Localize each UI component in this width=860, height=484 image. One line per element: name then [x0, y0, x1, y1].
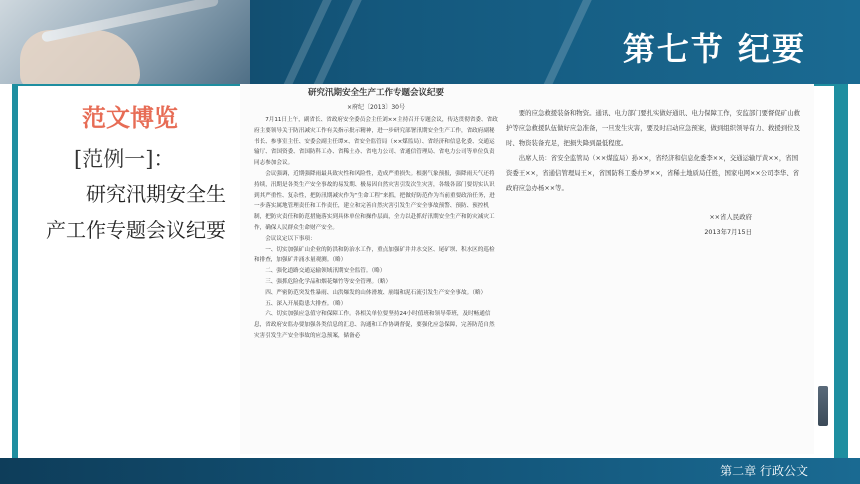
footer-bar: [0, 458, 860, 484]
doc-paragraph: 四、严密防范突发性暴雨、山洪爆发的山体滑坡、崩塌和泥石流引发生产安全事故。（略）: [265, 289, 487, 296]
doc-paragraph: 出席人员：省安全监管局（××煤监局）孙××，省经济和信息化委李××，交通运输厅黄××，省国资委王××，省通信管理局王×，省国防科工委办罗××，省稀土地质局任胜，国家电网××公司李华、省政府应急办杨××等。: [506, 154, 800, 192]
document-right-column: [506, 106, 802, 240]
chapter-label: 第二章 行政公文: [720, 464, 808, 478]
example-label: [范例一]：: [74, 147, 175, 171]
doc-paragraph: 六、切实加强应急值守和保障工作。各相关单位要坚持24小时值班和领导带班，及时畅通信息，省政府安监办要加强各类信息的汇总、沟通和工作协调督促，要强化应急保障，完善防范自然灾害引发生产安全事故的应急预案，储备必: [254, 311, 495, 339]
hand-illustration: [20, 30, 140, 84]
decor-stripe: [531, 0, 597, 84]
section-title: 第七节 纪要: [622, 30, 806, 68]
document-title: 研究汛期安全生产工作专题会议纪要: [307, 88, 444, 98]
header-banner: [0, 0, 860, 84]
document-left-column: [254, 84, 498, 342]
sample-heading: 范文博览: [82, 103, 178, 132]
doc-paragraph: 会议议定以下事项：: [265, 235, 316, 242]
doc-paragraph: 五、深入开展隐患大排查。（略）: [265, 300, 347, 307]
document-number: ×府纪〔2013〕30号: [347, 104, 405, 111]
doc-paragraph: 要的应急救援装备和物资。通讯、电力部门要扎实做好通讯、电力保障工作，安监部门要督促矿山救护等应急救援队伍做好应急准备，一旦发生灾害，要及时启动应急预案，做到组织领导有力、救援到位及时、物资装备充足，把损失降到最低程度。: [506, 109, 800, 147]
header-photo: [0, 0, 250, 84]
doc-paragraph: 会议强调，近期强降雨最具致灾性和风险性，造成严重损失。根据气象预报，强降雨天气还将持续，汛期是各类生产安全事故的易发期、极易因自然灾害引发次生灾害，各级各部门要切实认识到其严重性、复杂性，把防汛期减灾作为“生命工程”来抓，把做好防范作为当前重要政治任务，进一步落实属地管理责任和工作责任，建立和完善自然灾害引发生产安全事故预警、预防、预控机制，把防灾责任和防范措施落实到具体单位和操作层面，全力以赴抓好汛期安全生产和防灾减灾工作，确保人民群众生命财产安全。: [254, 170, 495, 231]
document-image: [240, 84, 814, 454]
example-title: 研究汛期安全生产工作专题会议纪要: [46, 182, 226, 242]
pen-illustration: [41, 0, 219, 43]
doc-paragraph: 三、强抓危险化学品和烟花爆竹等安全管理。（略）: [265, 278, 392, 285]
signature-org: ××省人民政府: [709, 213, 752, 221]
doc-paragraph: 一、切实加强矿山企业的防洪和防治水工作，重点加强矿井井水交区、尾矿坝、积水区的巡检和排查，加强矿井涌水量观测。（略）: [254, 246, 495, 264]
signature-date: 2013年7月15日: [704, 228, 752, 236]
scrollbar-handle[interactable]: [818, 386, 828, 426]
doc-paragraph: 7月11日上午，副省长、省政府安全委员会主任刘××主持召开专题会议，传达贯彻省委、省政府主要领导关于防汛减灾工作有关指示批示精神，进一步研究部署汛期安全生产工作，省政府副秘书长、参事室主任、安委会副主任谭×、省安全监管局（××煤监局）、省经济和信息化委、交通运输厅、省国资委、省国防科工办、省稀土办、省电力公司、省通信管理局、省电力公司等单位负责同志参加会议。: [254, 117, 498, 167]
doc-paragraph: 二、强化道路交通运输领域汛期安全监管。（略）: [265, 268, 386, 275]
